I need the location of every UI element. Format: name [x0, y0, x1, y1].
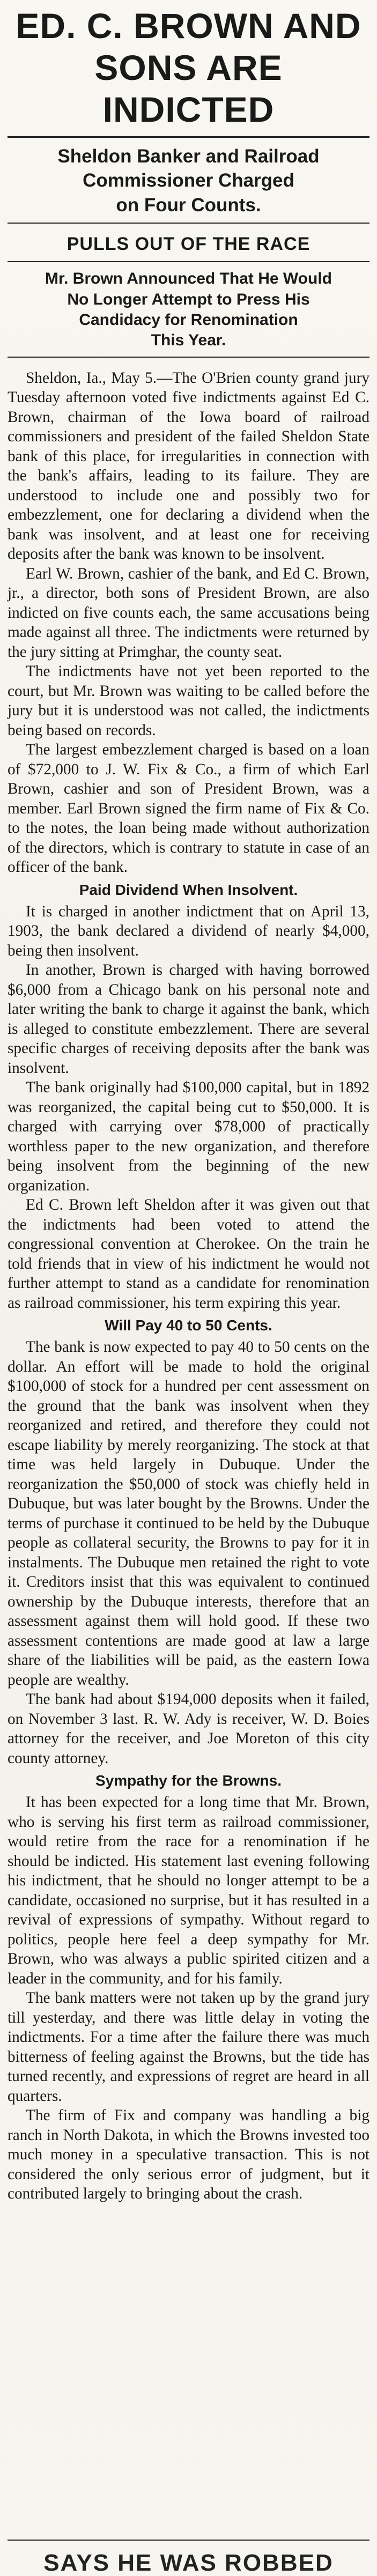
deck-line: on Four Counts.: [116, 194, 261, 216]
paragraph: The indictments have not yet been reported to the court, but Mr. Brown was waiting to be called before the jury but it is understood was not called, the indictments being based on records.: [8, 663, 369, 739]
divider: [8, 357, 369, 358]
subhead-paid-dividend: Paid Dividend When Insolvent.: [79, 881, 298, 898]
paragraph: The bank matters were not taken up by the grand jury till yesterday, and there was little delay in voting the indictments. For a time after the failure there was much bitterness of feeling against the Browns, but the tide has turned recently, and expressions of regret are heard in all quarters.: [8, 1989, 369, 2105]
deck-pulls-out: PULLS OUT OF THE RACE: [66, 234, 311, 255]
deck-announcement: [8, 269, 369, 351]
deck-line: Mr. Brown Announced That He Would: [45, 270, 332, 288]
deck-line: Commissioner Charged: [83, 170, 294, 191]
paragraph: It is charged in another indictment that on April 13, 1903, the bank declared a dividend of nearly $4,000, being then insolvent.: [8, 902, 369, 959]
paragraph: Earl W. Brown, cashier of the bank, and Ed C. Brown, jr., a director, both sons of President Brown, are also indicted on five counts each, the same accusations being made against all three. The indictments were returned by the jury sitting at Primghar, the county seat.: [8, 565, 369, 661]
paragraph: Ed C. Brown left Sheldon after it was given out that the indictments had been voted to attend the congressional convention at Cherokee. On the train he told friends that in view of his indictment he would not further attempt to stand as a candidate for renomination as railroad commissioner, his term expiring this year.: [8, 1196, 369, 1312]
subhead-sympathy: Sympathy for the Browns.: [95, 1772, 282, 1789]
paragraph: The largest embezzlement charged is based on a loan of $72,000 to J. W. Fix & Co., a firm of which Earl Brown, cashier and son of President Brown, was a member. Earl Brown signed the firm name of Fix & Co. to the notes, the loan being made without authorization of the directors, which is contrary to statute in case of an officer of the bank.: [8, 741, 369, 876]
headline-line-1: ED. C. BROWN AND: [16, 6, 361, 46]
headline: [8, 5, 369, 131]
paragraph: The bank originally had $100,000 capital, but in 1892 was reorganized, the capital being cut to $50,000. It is charged with carrying over $78,000 of practically worthless paper to the new organization, and therefore being insolvent from the beginning of the new organization.: [8, 1079, 369, 1194]
divider: [8, 261, 369, 262]
divider: [8, 2540, 369, 2541]
deck-sheldon-banker: [8, 144, 369, 218]
deck-line: No Longer Attempt to Press His: [67, 290, 310, 308]
paragraph: The bank is now expected to pay 40 to 50 cents on the dollar. An effort will be made to hold the original $100,000 of stock for a hundred per cent assessment on the ground that the bank was insolvent when they reorganized and retired, and therefore they could not escape liability by merely reorganizing. The stock at that time was held largely in Dubuque. Under the reorganization the $50,000 of stock was chiefly held in Dubuque, but was later bought by the Browns. Under the terms of purchase it continued to be held by the Dubuque people as collateral security, the Browns to pay for it in instalments. The Dubuque men retained the right to vote it. Creditors insist that this was equivalent to continued ownership by the Dubuque interests, therefore that an assessment against them will hold good. If these two assessment contentions are made good at law a large share of the liabilities will be paid, as the eastern Iowa people are wealthy.: [8, 1338, 369, 1689]
divider: [8, 136, 369, 138]
paragraph: Sheldon, Ia., May 5.—The O'Brien county grand jury Tuesday afternoon voted five indictments against Ed C. Brown, chairman of the Iowa board of railroad commissioners and president of the failed Sheldon State bank of this place, for irregularities in connection with the bank's affairs, leading to its failure. They are understood to include one and possibly two for embezzlement, one for declaring a dividend when the bank was insolvent, and at least one for receiving deposits after the bank was known to be insolvent.: [8, 369, 369, 563]
subhead-will-pay: Will Pay 40 to 50 Cents.: [105, 1317, 272, 1334]
paragraph: In another, Brown is charged with having borrowed $6,000 from a Chicago bank on his personal note and later writing the bank to charge it against the bank, which is alleged to constitute embezzlement. There are several specific charges of receiving deposits after the bank was insolvent.: [8, 961, 369, 1077]
deck-line: This Year.: [151, 331, 226, 350]
paragraph: The bank had about $194,000 deposits when it failed, on November 3 last. R. W. Ady is receiver, W. D. Boies attorney for the receiver, and Joe Moreton of this city county attorney.: [8, 1691, 369, 1767]
deck-line: Candidacy for Renomination: [79, 311, 298, 329]
paragraph: It has been expected for a long time that Mr. Brown, who is serving his first term as railroad commissioner, would retire from the race for a renomination if he should be indicted. His statement last evening following his indictment, that he should no longer attempt to be a candidate, occasioned no surprise, but it has resulted in a revival of expressions of sympathy. Without regard to politics, people here feel a deep sympathy for Mr. Brown, who was always a public spirited citizen and a leader in the community, and for his family.: [8, 1794, 369, 1987]
headline-line-2: SONS ARE INDICTED: [94, 47, 283, 129]
paragraph: The firm of Fix and company was handling a big ranch in North Dakota, in which the Browns invested too much money in a speculative transaction. This is not considered the only serious error of judgment, but it contributed largely to bringing about the crash.: [8, 2107, 369, 2203]
next-article-headline-cut: [8, 2540, 369, 2576]
article-body: [8, 368, 369, 2204]
divider: [8, 223, 369, 224]
next-headline: SAYS HE WAS ROBBED: [43, 2550, 334, 2576]
deck-line: Sheldon Banker and Railroad: [57, 145, 320, 167]
